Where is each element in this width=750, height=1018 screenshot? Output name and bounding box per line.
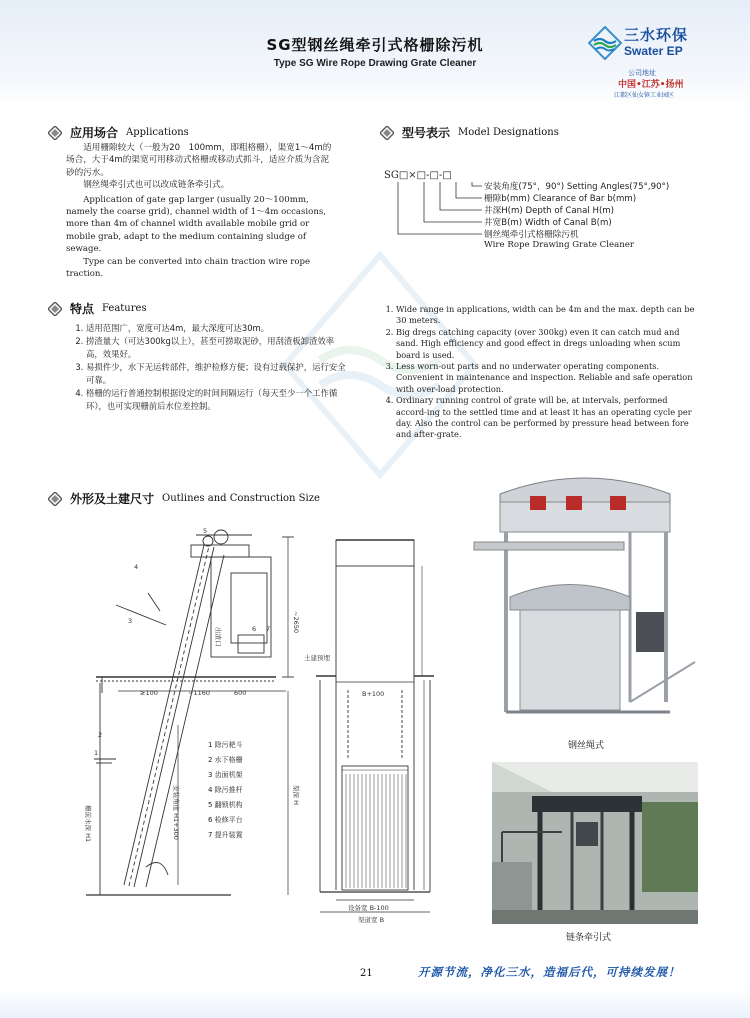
page-number: 21 — [360, 968, 373, 979]
model-line-depth: 井深H(m) Depth of Canal H(m) — [484, 206, 615, 216]
model-line-name-cn: 钢丝绳牵引式格栅除污机 — [484, 230, 579, 240]
part-3: 3 齿面机架 — [208, 771, 243, 779]
applications-heading-cn: 应用场合 — [70, 126, 119, 140]
applications-en-p1: Application of gate gap larger (usually 20～100mm, namely the coarse grid), channel width of 1～4m occasions, more than 4m of channel width available mobile grid or mobile grab, adapt to the medium containing sludge of sewage. — [66, 194, 327, 255]
features-list-en — [384, 304, 696, 441]
outline-heading — [48, 490, 320, 507]
feature-en-2: 2. Big dregs catching capacity (over 300kg) even it can catch mud and sand. High efficiency and good effect in dregs unloading when scum board is used. — [396, 327, 696, 361]
model-heading-cn: 型号表示 — [402, 126, 451, 140]
model-line-bar-clearance: 栅隙b(mm) Clearance of Bar b(mm) — [484, 194, 637, 204]
outline-heading-cn: 外形及土建尺寸 — [70, 492, 155, 506]
page-title: SG型钢丝绳牵引式格栅除污机 — [266, 36, 484, 54]
callout-7: 7 — [266, 625, 271, 633]
applications-heading-en: Applications — [126, 127, 189, 138]
dim-d2: ~1160 — [188, 689, 210, 697]
wire-rope-machine-illustration — [470, 462, 700, 730]
footer-slogan: 开源节流，净化三水，造福后代，可持续发展！ — [418, 965, 681, 979]
logo-name-cn: 三水环保 — [624, 26, 689, 44]
callout-2: 2 — [98, 731, 103, 739]
photo-caption-2: 链条牵引式 — [566, 933, 612, 943]
callout-5: 5 — [203, 527, 208, 535]
company-logo — [588, 20, 738, 100]
logo-name-en: Swater EP — [624, 44, 683, 58]
dim-d5: B+100 — [362, 690, 385, 698]
features-heading-en: Features — [102, 303, 147, 314]
section-diamond-icon — [48, 126, 62, 140]
feature-cn-2: 2. 捞渣量大（可达300kg以上），甚至可捞取泥砂，用刮渣板卸渣效率高，效果好。 — [86, 335, 348, 361]
footer-band — [0, 990, 750, 1018]
part-6: 6 检修平台 — [208, 816, 243, 824]
applications-heading — [48, 124, 189, 141]
callout-1: 1 — [94, 749, 99, 757]
callout-6: 6 — [252, 625, 257, 633]
applications-en-p2: Type can be converted into chain traction wire rope traction. — [66, 256, 311, 280]
dim-d1: ≥100 — [140, 689, 158, 697]
feature-cn-3: 3. 易损件少，水下无运转部件，维护检修方便；设有过载保护，运行安全可靠。 — [86, 361, 348, 387]
logo-address-label: 公司地址 — [628, 69, 656, 77]
logo-address-country: 中国•江苏•扬州 — [618, 80, 684, 90]
logo-address-detail: 江都区仙女镇工业园区 — [614, 92, 675, 99]
section-diamond-icon — [380, 126, 394, 140]
model-line-name-en: Wire Rope Drawing Grate Cleaner — [484, 240, 634, 250]
section-diamond-icon — [48, 492, 62, 506]
dim-d13: 土建预埋 — [304, 654, 330, 662]
feature-cn-1: 1. 适用范围广，宽度可达4m，最大深度可达30m。 — [86, 322, 348, 335]
dim-d10: 栅前水深 H1 — [84, 805, 92, 843]
part-5: 5 翻锁机构 — [208, 801, 243, 809]
side-view-drawing — [56, 515, 301, 915]
feature-en-1: 1. Wide range in applications, width can be 4m and the max. depth can be 30 meters. — [396, 304, 696, 327]
features-heading — [48, 300, 147, 317]
model-heading-en: Model Designations — [458, 127, 559, 138]
logo-emblem-icon — [588, 26, 622, 60]
model-heading — [380, 124, 559, 141]
features-list-cn — [72, 322, 348, 413]
dim-d11: 安装角度 H1+300 — [172, 785, 180, 840]
feature-cn-4: 4. 格栅的运行普通控制根据设定的时间间隔运行（每天至少一个工作循环），也可实现栅前后水位差控制。 — [86, 387, 348, 413]
photo-caption-1: 钢丝绳式 — [568, 741, 605, 751]
model-designation-diagram — [384, 164, 744, 254]
dim-d4: ~2650 — [292, 611, 300, 633]
model-code: SG□×□-□-□ — [384, 170, 452, 181]
product-photo-wire-rope — [470, 462, 700, 730]
chain-machine-illustration — [492, 762, 698, 924]
applications-text — [66, 142, 336, 280]
dim-d12: 出渣口 — [214, 627, 222, 647]
product-photo-chain — [492, 762, 698, 924]
callout-4: 4 — [134, 563, 139, 571]
model-line-width: 井宽B(m) Width of Canal B(m) — [484, 218, 612, 228]
features-heading-cn: 特点 — [70, 302, 95, 316]
part-7: 7 提升装置 — [208, 831, 243, 839]
part-4: 4 除污推杆 — [208, 786, 243, 794]
callout-3: 3 — [128, 617, 133, 625]
dim-d7: 渠深 H — [292, 785, 300, 805]
model-line-angle: 安装角度(75°，90°) Setting Angles(75°,90°) — [484, 182, 670, 192]
part-1: 1 除污耙斗 — [208, 741, 243, 749]
section-diamond-icon — [48, 302, 62, 316]
feature-en-4: 4. Ordinary running control of grate will be, at intervals, performed accord-ing to the settled time and at least it has an operating cycle per day. Also the control can be performed by pressure head between fore and after-grate. — [396, 395, 696, 441]
part-2: 2 水下格栅 — [208, 756, 243, 764]
dim-d8: 设备宽 B-100 — [348, 904, 389, 912]
applications-cn-p1: 适用栅隙较大（一般为20 100mm，即粗格栅），渠宽1～4m的场合，大于4m的渠宽可用移动式格栅或移动式抓斗，适应介质为含泥砂的污水。 — [66, 143, 332, 178]
dim-d9: 渠道宽 B — [358, 916, 385, 924]
outline-heading-en: Outlines and Construction Size — [162, 493, 320, 504]
applications-cn-p2: 钢丝绳牵引式也可以改成链条牵引式。 — [83, 180, 230, 191]
front-view-drawing — [300, 520, 440, 938]
dim-d3: 600 — [234, 689, 247, 697]
feature-en-3: 3. Less worn-out parts and no underwater operating components. Convenient in maintenance and inspection. Reliable and safe operation with over-load protection. — [396, 361, 696, 395]
page-subtitle: Type SG Wire Rope Drawing Grate Cleaner — [273, 58, 477, 69]
